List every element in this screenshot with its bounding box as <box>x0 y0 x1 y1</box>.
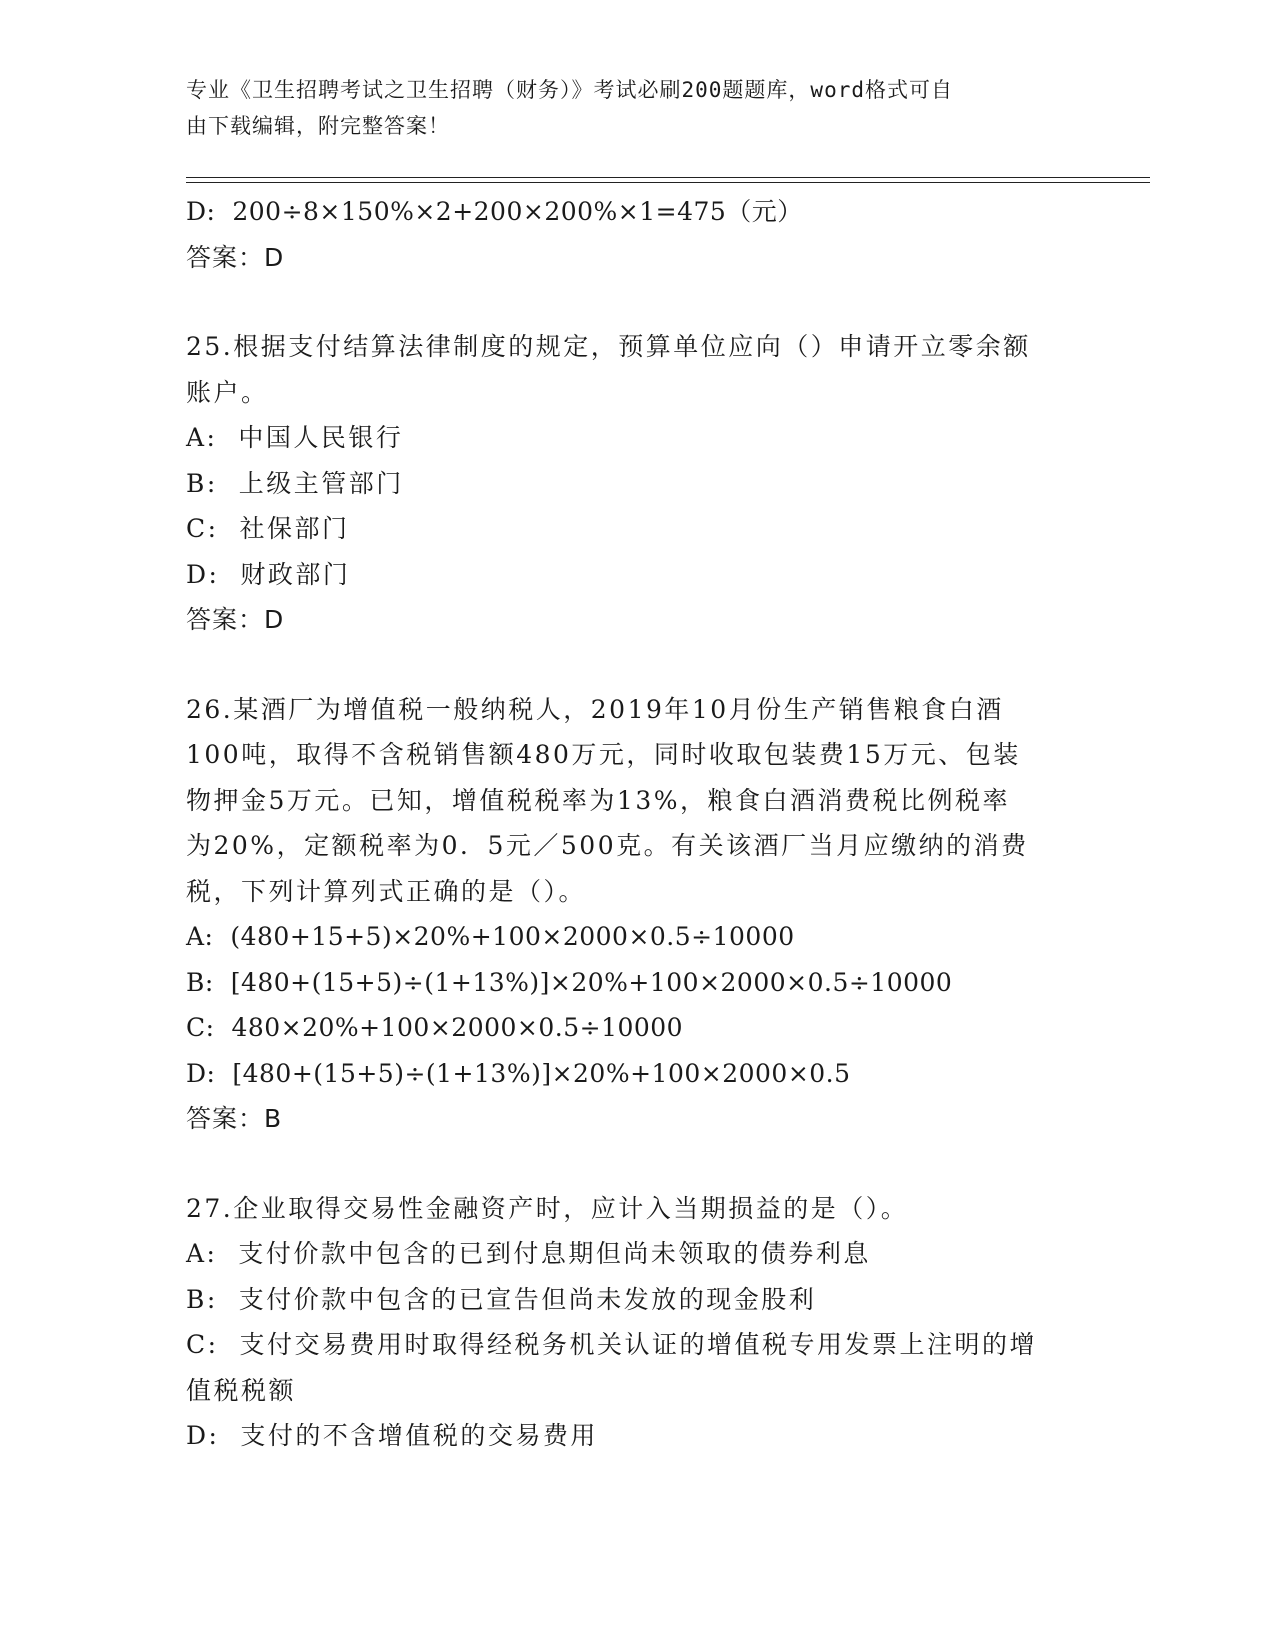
header-line-2: 由下载编辑，附完整答案！ <box>186 114 450 138</box>
header-divider-top <box>186 177 1150 178</box>
option-c-continued: 值税税额 <box>186 1375 297 1405</box>
question-25 <box>186 324 1086 643</box>
option-c: C: 支付交易费用时取得经税务机关认证的增值税专用发票上注明的增 <box>186 1330 1037 1359</box>
option-b: B: 支付价款中包含的已宣告但尚未发放的现金股利 <box>186 1284 817 1314</box>
previous-question-tail <box>186 189 1086 280</box>
question-stem-continued: 账户。 <box>186 377 269 407</box>
option-b: B: [480+(15+5)÷(1+13%)]×20%+100×2000×0.5÷10000 <box>186 967 953 997</box>
option-a: A: 支付价款中包含的已到付息期但尚未领取的债券利息 <box>186 1239 871 1268</box>
question-stem-continued: 为20%，定额税率为0．5元／500克。有关该酒厂当月应缴纳的消费 <box>186 831 1029 860</box>
question-stem-continued: 税，下列计算列式正确的是（）。 <box>186 876 587 906</box>
question-stem-continued: 物押金5万元。已知，增值税税率为13%，粮食白酒消费税比例税率 <box>186 785 1010 815</box>
option-a: A: (480+15+5)×20%+100×2000×0.5÷10000 <box>186 922 795 951</box>
document-body <box>186 189 1086 1459</box>
option-a: A: 中国人民银行 <box>186 423 404 452</box>
option-c: C: 480×20%+100×2000×0.5÷10000 <box>186 1013 684 1042</box>
question-26 <box>186 687 1086 1142</box>
answer-line: 答案：B <box>186 1104 283 1133</box>
question-stem: 25.根据支付结算法律制度的规定，预算单位应向（）申请开立零余额 <box>186 332 1031 361</box>
header-divider-bottom <box>186 182 1150 183</box>
question-stem: 26.某酒厂为增值税一般纳税人，2019年10月份生产销售粮食白酒 <box>186 694 1004 724</box>
option-d: D: 200÷8×150%×2+200×200%×1=475（元） <box>186 197 803 226</box>
question-27 <box>186 1186 1086 1459</box>
question-stem-continued: 100吨，取得不含税销售额480万元，同时收取包装费15万元、包装 <box>186 740 1021 769</box>
option-c: C: 社保部门 <box>186 514 350 543</box>
header-line-1: 专业《卫生招聘考试之卫生招聘（财务）》考试必刷200题题库，word格式可自 <box>186 78 953 102</box>
question-stem: 27.企业取得交易性金融资产时，应计入当期损益的是（）。 <box>186 1193 909 1223</box>
answer-line: 答案：D <box>186 242 285 272</box>
answer-line: 答案：D <box>186 605 285 634</box>
option-b: B: 上级主管部门 <box>186 468 404 498</box>
option-d: D: 财政部门 <box>186 559 351 589</box>
document-header <box>186 72 1086 144</box>
option-d: D: 支付的不含增值税的交易费用 <box>186 1421 598 1450</box>
option-d: D: [480+(15+5)÷(1+13%)]×20%+100×2000×0.5 <box>186 1058 851 1088</box>
